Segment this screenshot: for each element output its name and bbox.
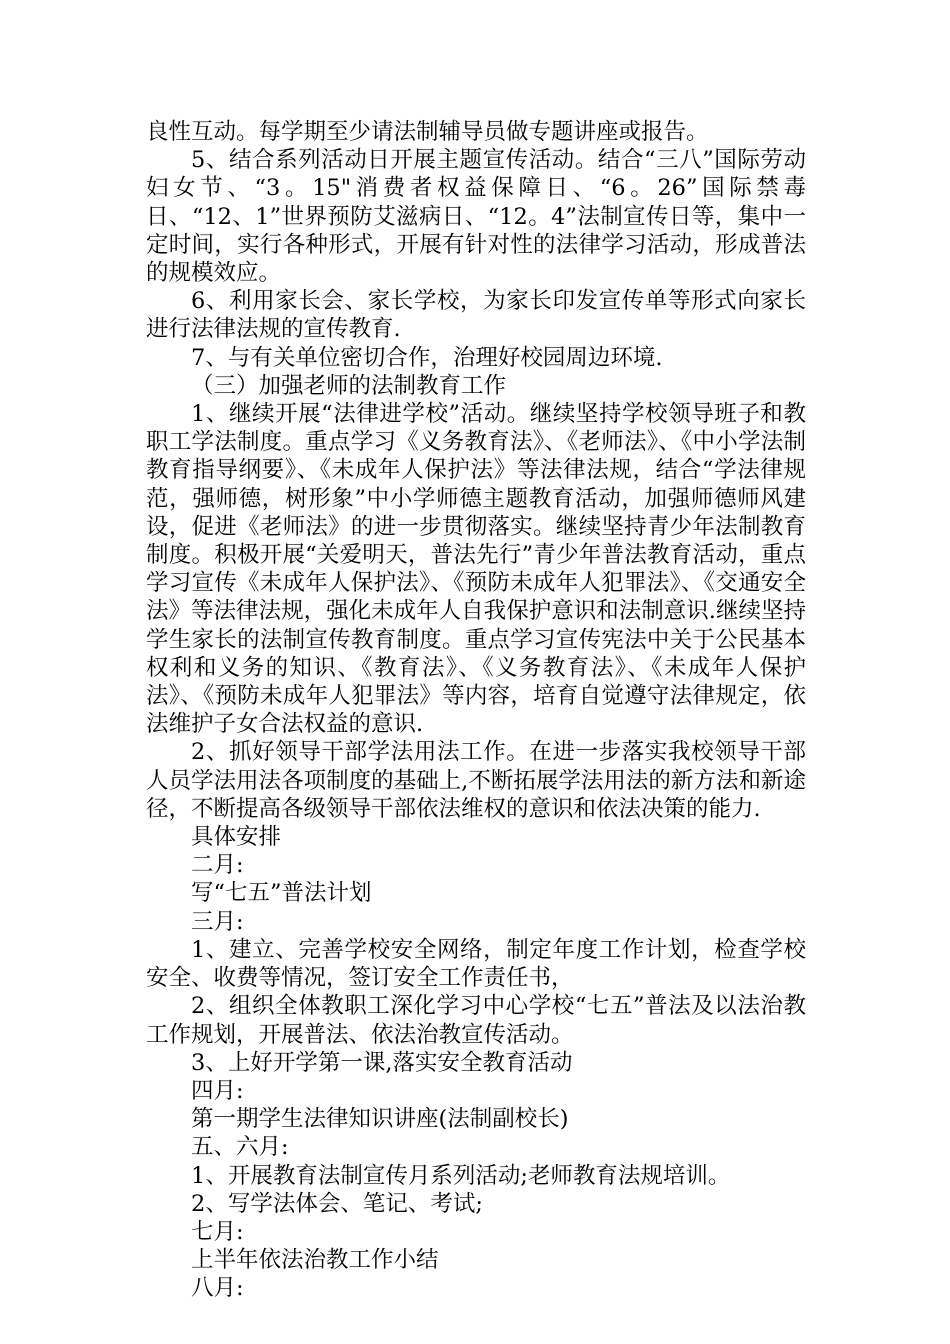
paragraph: 6、利用家长会、家长学校，为家长印发宣传单等形式向家长进行法律法规的宣传教育.	[146, 288, 806, 343]
schedule-item: 1、建立、完善学校安全网络，制定年度工作计划，检查学校安全、收费等情况，签订安全工作责任书，	[146, 936, 806, 992]
section-heading: （三）加强老师的法制教育工作	[191, 372, 507, 399]
month-label: 七月:	[191, 1218, 244, 1245]
paragraph: 良性互动。每学期至少请法制辅导员做专题讲座或报告。	[146, 119, 709, 145]
paragraph: 2、抓好领导干部学法用法工作。在进一步落实我校领导干部人员学法用法各项制度的基础上,不断拓展学法用法的新方法和新途径，不断提高各级领导干部依法维权的意识和依法决策的能力.	[146, 739, 806, 822]
month-label: 二月:	[191, 852, 244, 879]
schedule-item: 写“七五”普法计划	[191, 880, 372, 907]
paragraph: 7、与有关单位密切合作，治理好校园周边环境.	[191, 344, 663, 371]
month-label: 四月:	[191, 1077, 244, 1104]
schedule-item: 3、上好开学第一课,落实安全教育活动	[191, 1049, 573, 1076]
paragraph: 5、结合系列活动日开展主题宣传活动。结合“三八”国际劳动妇女节、“3。15"消费者权益保障日、“6。26”国际禁毒日、“12、1”世界预防艾滋病日、“12。4”法制宣传日等，集中一定时间，实行各种形式，开展有针对性的法律学习活动，形成普法的规模效应。	[146, 147, 806, 287]
schedule-item: 2、写学法体会、笔记、考试;	[191, 1190, 483, 1217]
month-label: 八月:	[191, 1275, 244, 1302]
paragraph: 1、继续开展“法律进学校”活动。继续坚持学校领导班子和教职工学法制度。重点学习《义务教育法》、《老师法》、《中小学法制教育指导纲要》、《未成年人保护法》等法律法规，结合“学法律规范，强师德，树形象”中小学师德主题教育活动，加强师德师风建设，促进《老师法》的进一步贯彻落实。继续坚持青少年法制教育制度。积极开展“关爱明天，普法先行”青少年普法教育活动，重点学习宣传《未成年人保护法》、《预防未成年人犯罪法》、《交通安全法》等法律法规，强化未成年人自我保护意识和法制意识.继续坚持学生家长的法制宣传教育制度。重点学习宣传宪法中关于公民基本权利和义务的知识、《教育法》、《义务教育法》、《未成年人保护法》、《预防未成年人犯罪法》等内容，培育自觉遵守法律规定，依法维护子女合法权益的意识.	[146, 401, 806, 738]
schedule-item: 上半年依法治教工作小结	[191, 1247, 439, 1274]
schedule-heading: 具体安排	[191, 824, 282, 851]
schedule-item: 1、开展教育法制宣传月系列活动;老师教育法规培训。	[191, 1162, 731, 1189]
schedule-item: 第一期学生法律知识讲座(法制副校长)	[191, 1106, 569, 1133]
month-label: 五、六月:	[191, 1134, 289, 1161]
schedule-item: 2、组织全体教职工深化学习中心学校“七五”普法及以法治教工作规划，开展普法、依法治教宣传活动。	[146, 993, 806, 1048]
month-label: 三月:	[191, 908, 244, 935]
document-body	[146, 118, 806, 1303]
